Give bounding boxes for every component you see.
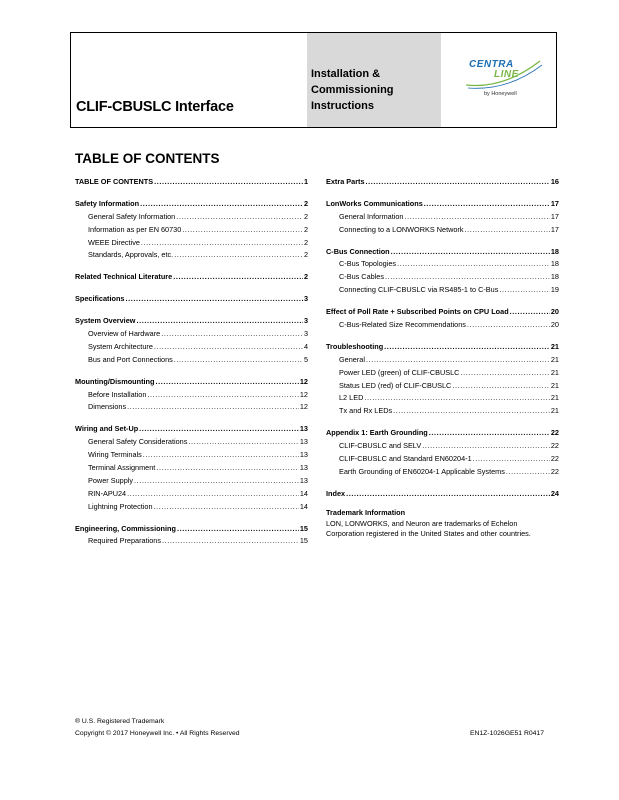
- toc-dot-leader: [429, 427, 550, 440]
- toc-spacer: [75, 414, 308, 423]
- toc-page-number: 17: [550, 224, 559, 234]
- toc-page-number: 17: [550, 211, 559, 221]
- toc-section-entry[interactable]: [326, 176, 559, 189]
- toc-entry-title: Bus and Port Connections: [88, 354, 173, 364]
- toc-subsection-entry[interactable]: [326, 453, 559, 466]
- toc-spacer: [75, 514, 308, 523]
- toc-page-number: 5: [303, 354, 308, 364]
- toc-dot-leader: [173, 271, 303, 284]
- toc-subsection-entry[interactable]: [75, 328, 308, 341]
- document-type-line: Installation &: [311, 68, 381, 80]
- toc-section-entry[interactable]: [75, 523, 308, 536]
- toc-entry-title: Overview of Hardware: [88, 329, 161, 338]
- toc-subsection-entry[interactable]: [75, 389, 308, 402]
- toc-section-entry[interactable]: [326, 306, 559, 319]
- toc-section-entry[interactable]: [75, 315, 308, 328]
- toc-page-number: 2: [303, 237, 308, 247]
- toc-entry-title: Index: [326, 488, 346, 498]
- toc-entry-title: Before Installation: [88, 389, 147, 399]
- toc-spacer: [326, 332, 559, 341]
- toc-dot-leader: [134, 475, 299, 488]
- toc-dot-leader: [465, 224, 550, 237]
- toc-page-number: 22: [550, 441, 559, 451]
- toc-subsection-entry[interactable]: [326, 211, 559, 224]
- toc-dot-leader: [127, 488, 299, 501]
- trademark-heading: Trademark Information: [326, 507, 406, 517]
- document-number: EN1Z-1026GE51 R0417: [469, 730, 544, 737]
- toc-page-number: 3: [303, 294, 308, 304]
- toc-dot-leader: [422, 440, 550, 453]
- toc-subsection-entry[interactable]: [326, 354, 559, 367]
- toc-spacer: [326, 237, 559, 246]
- toc-subsection-entry[interactable]: [75, 501, 308, 514]
- toc-dot-leader: [384, 341, 550, 354]
- toc-section-entry[interactable]: [75, 423, 308, 436]
- toc-dot-leader: [473, 453, 550, 466]
- toc-dot-leader: [385, 271, 550, 284]
- toc-entry-title: Related Technical Literature: [75, 272, 173, 282]
- toc-dot-leader: [510, 306, 550, 319]
- toc-entry-title: Troubleshooting: [326, 341, 384, 351]
- toc-dot-leader: [140, 198, 303, 211]
- toc-page-number: 2: [303, 198, 308, 208]
- toc-dot-leader: [147, 389, 298, 402]
- header-title-cell: [71, 33, 307, 127]
- toc-page-number: 12: [299, 402, 308, 412]
- toc-page-number: 13: [299, 437, 308, 447]
- toc-entry-title: Wiring and Set-Up: [75, 424, 139, 434]
- toc-page-number: 2: [303, 272, 308, 282]
- toc-entry-title: L2 LED: [339, 393, 364, 403]
- toc-page-number: 21: [550, 367, 559, 377]
- toc-dot-leader: [405, 211, 550, 224]
- registered-trademark-note: ® U.S. Registered Trademark: [75, 718, 165, 725]
- toc-dot-leader: [182, 224, 303, 237]
- toc-entry-title: General Information: [339, 211, 404, 221]
- toc-section-entry[interactable]: [75, 271, 308, 284]
- toc-page-number: 2: [303, 224, 308, 234]
- toc-subsection-entry[interactable]: [326, 367, 559, 380]
- toc-page-number: 12: [299, 376, 308, 386]
- toc-entry-title: C-Bus Connection: [326, 246, 390, 256]
- toc-dot-leader: [467, 319, 550, 332]
- toc-entry-title: General Safety Information: [88, 211, 176, 221]
- toc-entry-title: Wiring Terminals: [88, 450, 142, 460]
- toc-page-number: 17: [550, 198, 559, 208]
- trademark-text: LON, LONWORKS, and Neuron are trademarks of Echelon Corporation registered in the United States and other countries.: [326, 518, 531, 539]
- toc-page-number: 3: [303, 329, 308, 338]
- logo-text-centra: CENTRA: [469, 59, 514, 70]
- toc-page-number: 21: [550, 354, 559, 364]
- document-type-line: Commissioning: [311, 84, 394, 96]
- toc-entry-title: CLIF-CBUSLC and SELV: [339, 441, 422, 451]
- toc-entry-title: RIN-APU24: [88, 488, 127, 498]
- toc-page-number: 15: [299, 536, 308, 546]
- toc-entry-title: Effect of Poll Rate + Subscribed Points on CPU Load: [326, 307, 509, 317]
- toc-page-number: 13: [299, 450, 308, 460]
- toc-section-entry[interactable]: [75, 198, 308, 211]
- toc-dot-leader: [162, 535, 299, 548]
- toc-page-number: 13: [299, 475, 308, 485]
- toc-entry-title: Status LED (red) of CLIF-CBUSLC: [339, 380, 452, 390]
- toc-dot-leader: [393, 405, 550, 418]
- toc-dot-leader: [136, 315, 302, 328]
- toc-subsection-entry[interactable]: [326, 319, 559, 332]
- toc-entry-title: Lightning Protection: [88, 501, 153, 511]
- toc-subsection-entry[interactable]: [75, 535, 308, 548]
- toc-page-number: 21: [550, 341, 559, 351]
- toc-dot-leader: [366, 176, 550, 189]
- toc-entry-title: Power Supply: [88, 475, 134, 485]
- toc-dot-leader: [174, 354, 303, 367]
- toc-dot-leader: [506, 466, 550, 479]
- toc-spacer: [326, 189, 559, 198]
- toc-spacer: [326, 297, 559, 306]
- toc-subsection-entry[interactable]: [75, 462, 308, 475]
- toc-entry-title: Dimensions: [88, 402, 127, 412]
- toc-page-number: 22: [550, 466, 559, 476]
- toc-subsection-entry[interactable]: [75, 449, 308, 462]
- toc-dot-leader: [424, 198, 550, 211]
- toc-subsection-entry[interactable]: [326, 440, 559, 453]
- toc-entry-title: Safety Information: [75, 198, 140, 208]
- toc-subsection-entry[interactable]: [326, 271, 559, 284]
- toc-entry-title: Power LED (green) of CLIF-CBUSLC: [339, 367, 460, 377]
- toc-entry-title: General Safety Considerations: [88, 437, 188, 447]
- toc-section-entry[interactable]: [326, 488, 559, 501]
- toc-page-number: 13: [299, 463, 308, 473]
- toc-dot-leader: [154, 341, 303, 354]
- toc-dot-leader: [125, 293, 302, 306]
- toc-entry-title: Required Preparations: [88, 536, 162, 546]
- toc-subsection-entry[interactable]: [75, 354, 308, 367]
- toc-dot-leader: [391, 246, 550, 259]
- document-header: [70, 32, 557, 128]
- toc-entry-title: Engineering, Commissioning: [75, 523, 176, 533]
- toc-entry-title: System Architecture: [88, 341, 153, 351]
- toc-section-entry[interactable]: [75, 293, 308, 306]
- toc-section-entry[interactable]: [75, 176, 308, 189]
- toc-right-entries: [326, 176, 559, 501]
- toc-entry-title: Information as per EN 60730: [88, 224, 182, 234]
- toc-spacer: [75, 284, 308, 293]
- toc-page-number: 2: [303, 211, 308, 221]
- toc-subsection-entry[interactable]: [326, 466, 559, 479]
- toc-page-number: 22: [550, 454, 559, 464]
- toc-subsection-entry[interactable]: [326, 284, 559, 297]
- header-logo-cell: [441, 33, 556, 127]
- toc-subsection-entry[interactable]: [326, 405, 559, 418]
- centraline-logo: [464, 55, 544, 99]
- toc-page-number: 3: [303, 316, 308, 326]
- toc-dot-leader: [364, 392, 550, 405]
- toc-section-entry[interactable]: [326, 198, 559, 211]
- toc-entry-title: General: [339, 354, 365, 364]
- logo-text-line: LINE: [494, 69, 519, 80]
- toc-entry-title: Mounting/Dismounting: [75, 376, 155, 386]
- toc-entry-title: WEEE Directive: [88, 237, 140, 247]
- toc-entry-title: Specifications: [75, 294, 125, 304]
- toc-dot-leader: [366, 354, 550, 367]
- toc-page-number: 21: [550, 406, 559, 416]
- toc-heading: TABLE OF CONTENTS: [75, 151, 220, 166]
- toc-page-number: 14: [299, 501, 308, 511]
- toc-section-entry[interactable]: [326, 341, 559, 354]
- toc-subsection-entry[interactable]: [75, 249, 308, 262]
- toc-page-number: 12: [299, 389, 308, 399]
- toc-subsection-entry[interactable]: [75, 224, 308, 237]
- toc-entry-title: CLIF-CBUSLC and Standard EN60204-1: [339, 454, 472, 464]
- toc-dot-leader: [155, 376, 298, 389]
- toc-dot-leader: [161, 328, 303, 341]
- toc-dot-leader: [174, 249, 303, 262]
- toc-spacer: [75, 262, 308, 271]
- toc-dot-leader: [460, 367, 549, 380]
- toc-page-number: 18: [550, 259, 559, 269]
- document-type: [311, 66, 394, 114]
- toc-subsection-entry[interactable]: [75, 237, 308, 250]
- toc-entry-title: C-Bus-Related Size Recommendations: [339, 320, 466, 329]
- toc-entry-title: C-Bus Topologies: [339, 259, 397, 269]
- toc-dot-leader: [154, 176, 303, 189]
- toc-page-number: 18: [550, 272, 559, 282]
- toc-page-number: 4: [303, 341, 308, 351]
- toc-dot-leader: [499, 284, 549, 297]
- toc-page-number: 19: [550, 285, 559, 295]
- toc-subsection-entry[interactable]: [326, 392, 559, 405]
- toc-subsection-entry[interactable]: [75, 436, 308, 449]
- toc-page-number: 21: [550, 393, 559, 403]
- toc-entry-title: C-Bus Cables: [339, 272, 385, 282]
- toc-entry-title: Tx and Rx LEDs: [339, 406, 393, 416]
- toc-page-number: 24: [550, 488, 559, 498]
- document-title: CLIF-CBUSLC Interface: [76, 99, 234, 115]
- toc-page-number: 18: [550, 246, 559, 256]
- toc-entry-title: TABLE OF CONTENTS: [75, 176, 154, 186]
- toc-dot-leader: [397, 258, 550, 271]
- toc-subsection-entry[interactable]: [75, 341, 308, 354]
- toc-dot-leader: [156, 462, 299, 475]
- toc-spacer: [75, 306, 308, 315]
- toc-dot-leader: [176, 211, 303, 224]
- toc-page-number: 20: [550, 320, 559, 329]
- toc-subsection-entry[interactable]: [75, 211, 308, 224]
- toc-subsection-entry[interactable]: [326, 380, 559, 393]
- logo-byline: by Honeywell: [484, 91, 517, 97]
- toc-dot-leader: [139, 423, 299, 436]
- toc-dot-leader: [188, 436, 299, 449]
- toc-entry-title: Earth Grounding of EN60204-1 Applicable Systems: [339, 466, 505, 476]
- toc-entry-title: System Overview: [75, 316, 136, 326]
- header-doc-type-cell: [307, 33, 441, 127]
- toc-page-number: 21: [550, 380, 559, 390]
- toc-page-number: 15: [299, 523, 308, 533]
- document-type-line: Instructions: [311, 100, 374, 112]
- toc-spacer: [75, 189, 308, 198]
- toc-dot-leader: [141, 237, 303, 250]
- toc-dot-leader: [143, 449, 299, 462]
- toc-page-number: 1: [303, 176, 308, 186]
- toc-entry-title: Extra Parts: [326, 176, 365, 186]
- toc-left-column: [75, 176, 308, 548]
- toc-page-number: 14: [299, 488, 308, 498]
- toc-section-entry[interactable]: [326, 246, 559, 259]
- toc-spacer: [326, 418, 559, 427]
- toc-subsection-entry[interactable]: [75, 475, 308, 488]
- toc-entry-title: Connecting CLIF-CBUSLC via RS485-1 to C-Bus: [339, 285, 499, 295]
- toc-entry-title: Standards, Approvals, etc.: [88, 250, 174, 260]
- toc-spacer: [75, 367, 308, 376]
- toc-page-number: 16: [550, 176, 559, 186]
- toc-subsection-entry[interactable]: [75, 401, 308, 414]
- copyright-notice: Copyright © 2017 Honeywell Inc. • All Rights Reserved: [75, 730, 240, 737]
- toc-subsection-entry[interactable]: [326, 224, 559, 237]
- toc-subsection-entry[interactable]: [326, 258, 559, 271]
- toc-page-number: 22: [550, 428, 559, 438]
- toc-entry-title: Appendix 1: Earth Grounding: [326, 428, 428, 438]
- toc-dot-leader: [346, 488, 550, 501]
- toc-entry-title: Terminal Assignment: [88, 463, 156, 473]
- toc-entry-title: LonWorks Communications: [326, 198, 423, 208]
- toc-subsection-entry[interactable]: [75, 488, 308, 501]
- toc-dot-leader: [177, 523, 299, 536]
- toc-dot-leader: [127, 401, 299, 414]
- toc-page-number: 20: [550, 307, 559, 317]
- toc-dot-leader: [452, 380, 550, 393]
- toc-right-column: [326, 176, 559, 540]
- toc-entry-title: Connecting to a LONWORKS Network: [339, 224, 464, 234]
- toc-page-number: 2: [303, 250, 308, 260]
- toc-dot-leader: [154, 501, 299, 514]
- toc-page-number: 13: [299, 424, 308, 434]
- toc-section-entry[interactable]: [75, 376, 308, 389]
- toc-section-entry[interactable]: [326, 427, 559, 440]
- toc-spacer: [326, 479, 559, 488]
